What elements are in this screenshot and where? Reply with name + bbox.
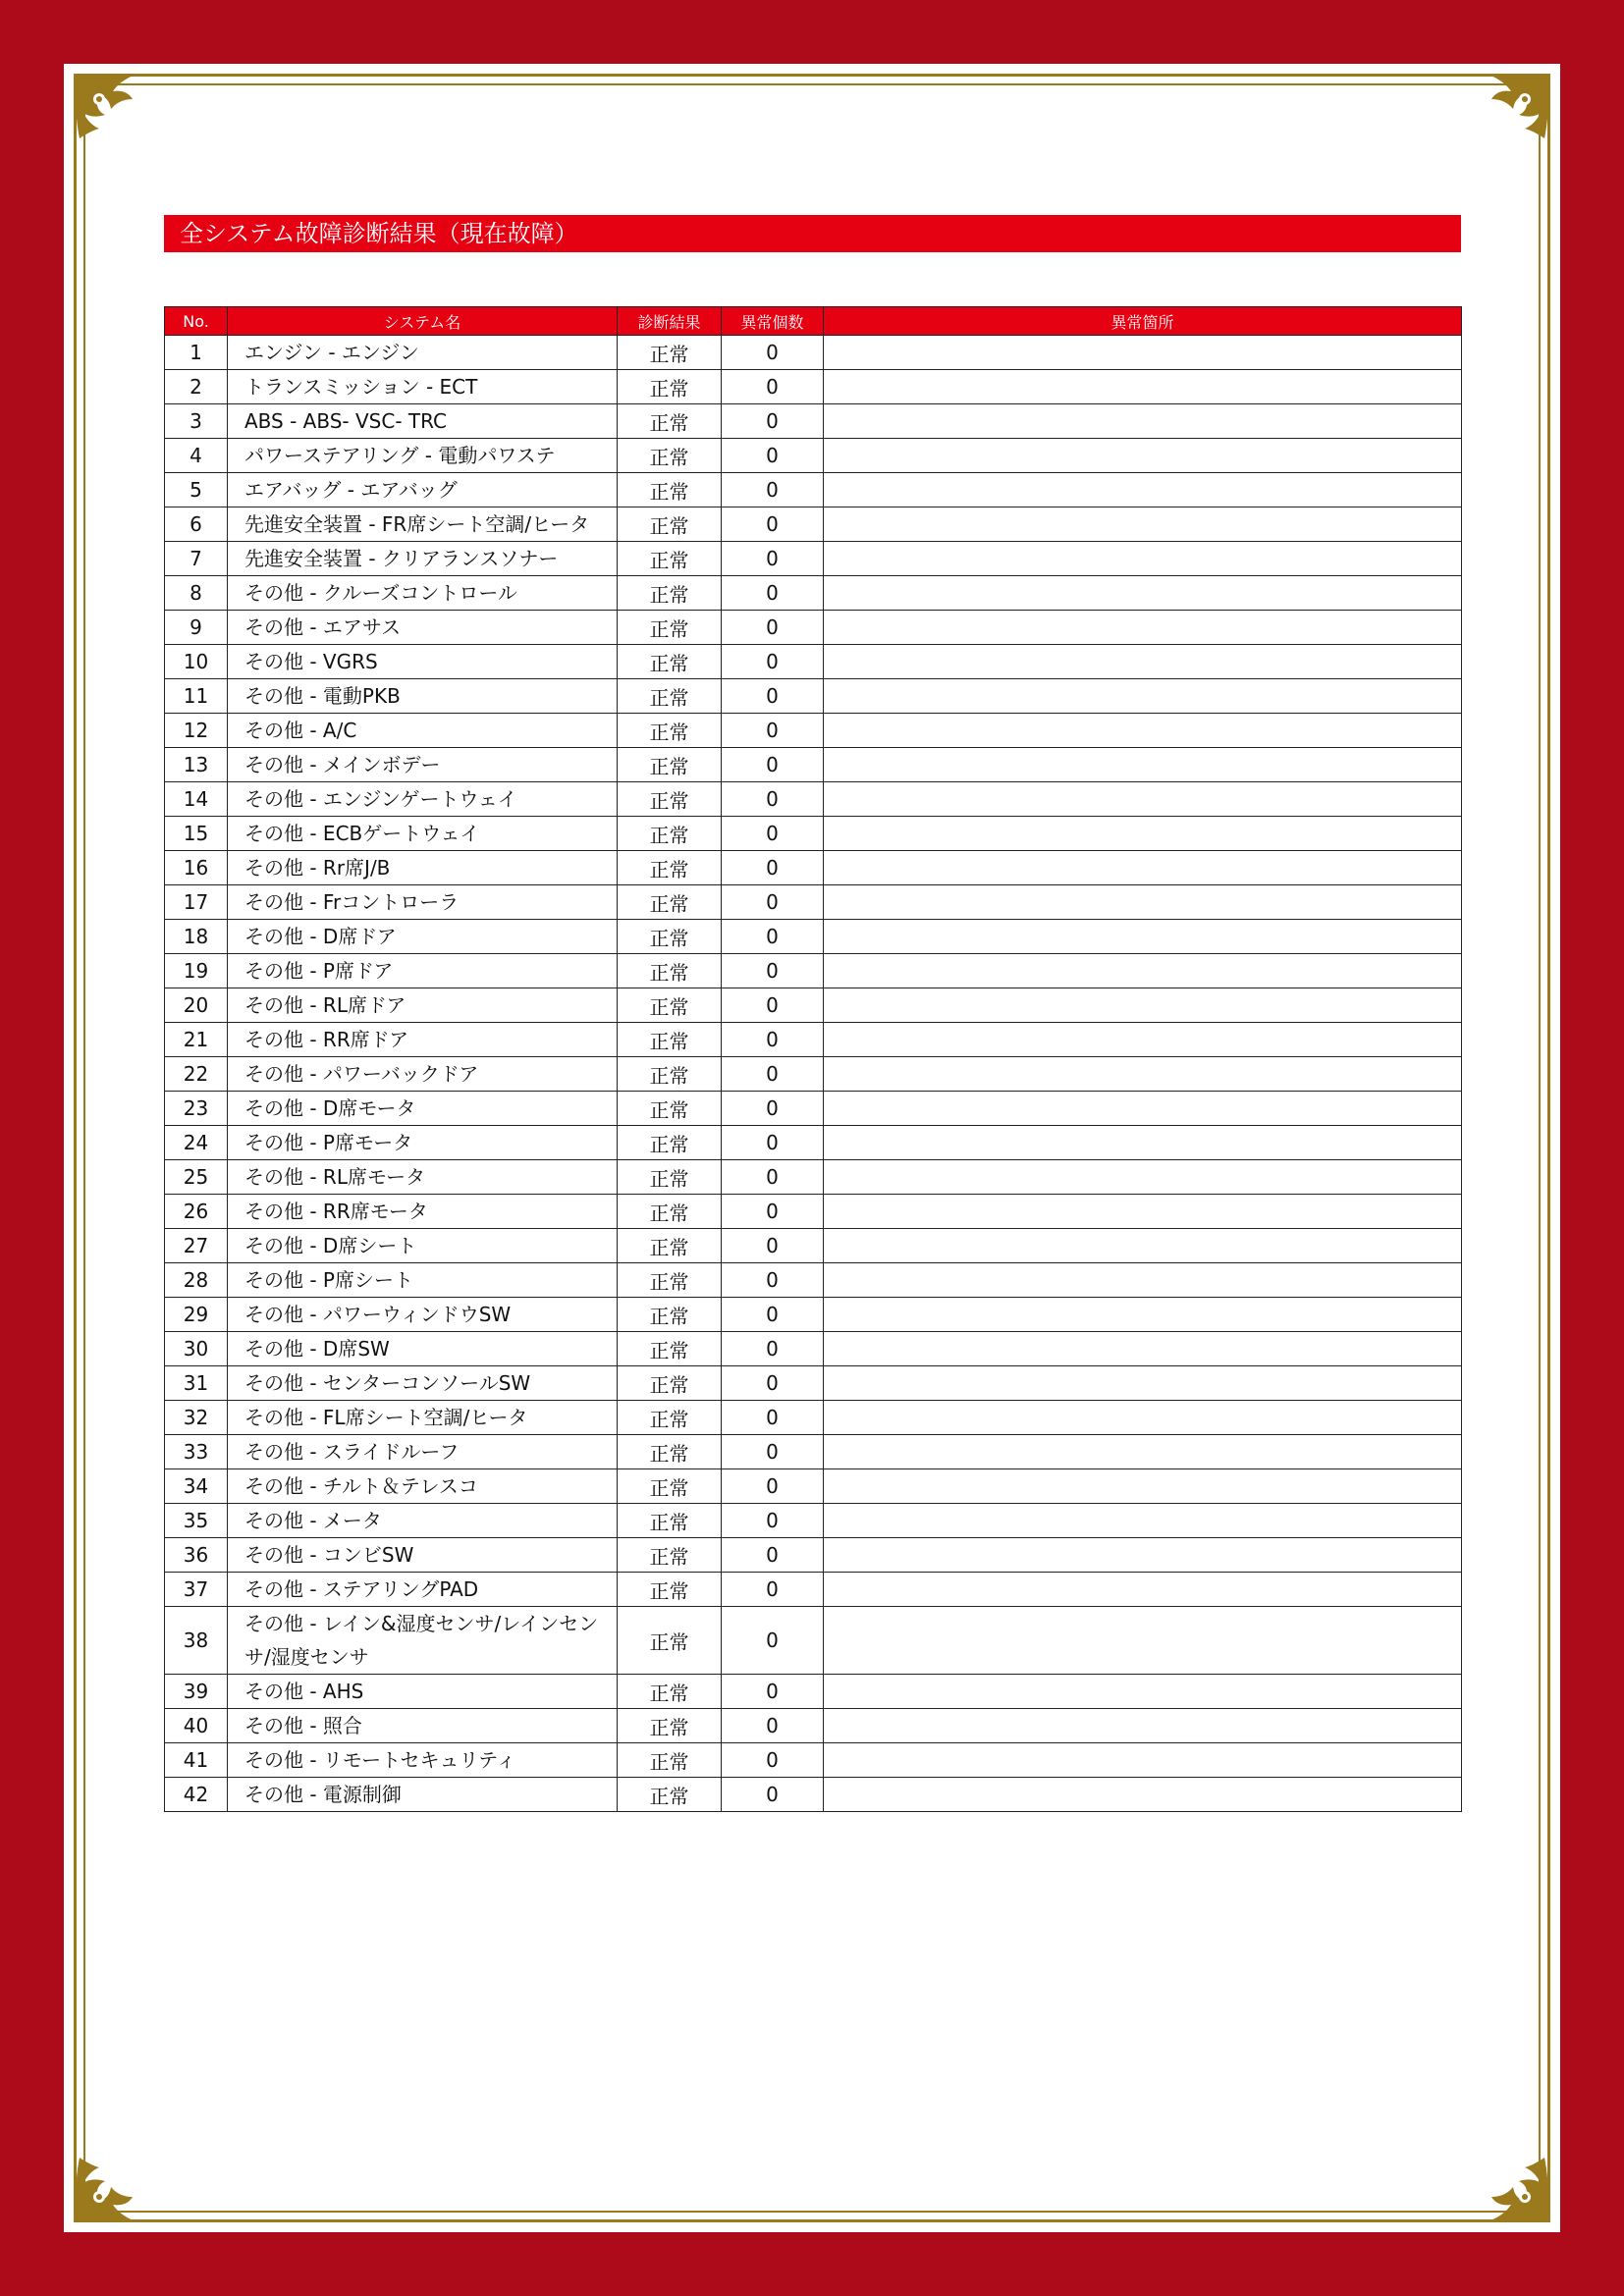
fault-location: [824, 920, 1462, 954]
row-number: 42: [165, 1778, 228, 1812]
fault-count: 0: [722, 782, 824, 817]
fault-location: [824, 370, 1462, 404]
row-number: 27: [165, 1229, 228, 1263]
fault-location: [824, 988, 1462, 1023]
fault-location: [824, 748, 1462, 782]
fault-location: [824, 542, 1462, 576]
row-number: 11: [165, 679, 228, 714]
corner-ornament-icon: [70, 2138, 158, 2226]
table-row: [165, 714, 1462, 748]
system-name: その他 - RR席モータ: [228, 1195, 618, 1229]
fault-location: [824, 885, 1462, 920]
diagnosis-result: 正常: [618, 439, 722, 473]
row-number: 24: [165, 1126, 228, 1160]
system-name: 先進安全装置 - FR席シート空調/ヒータ: [228, 507, 618, 542]
table-row: [165, 1023, 1462, 1057]
system-name: 先進安全装置 - クリアランスソナー: [228, 542, 618, 576]
diagnosis-table: [164, 306, 1462, 1812]
fault-location: [824, 1778, 1462, 1812]
table-header-row: [165, 307, 1462, 336]
table-row: [165, 1366, 1462, 1401]
system-name: その他 - 電源制御: [228, 1778, 618, 1812]
system-name: その他 - RL席モータ: [228, 1160, 618, 1195]
system-name: その他 - P席モータ: [228, 1126, 618, 1160]
fault-location: [824, 1126, 1462, 1160]
diagnosis-result: 正常: [618, 1057, 722, 1092]
fault-location: [824, 714, 1462, 748]
row-number: 36: [165, 1538, 228, 1573]
fault-count: 0: [722, 1023, 824, 1057]
fault-count: 0: [722, 1778, 824, 1812]
system-name: その他 - エンジンゲートウェイ: [228, 782, 618, 817]
fault-location: [824, 1057, 1462, 1092]
diagnosis-result: 正常: [618, 1675, 722, 1709]
table-row: [165, 817, 1462, 851]
fault-count: 0: [722, 885, 824, 920]
table-row: [165, 439, 1462, 473]
row-number: 23: [165, 1092, 228, 1126]
system-name: その他 - エアサス: [228, 611, 618, 645]
fault-location: [824, 1709, 1462, 1743]
diagnosis-result: 正常: [618, 1160, 722, 1195]
table-row: [165, 1504, 1462, 1538]
diagnosis-result: 正常: [618, 1126, 722, 1160]
fault-count: 0: [722, 1435, 824, 1469]
row-number: 40: [165, 1709, 228, 1743]
report-title: 全システム故障診断結果（現在故障）: [164, 215, 1461, 252]
system-name: エアバッグ - エアバッグ: [228, 473, 618, 507]
table-row: [165, 1263, 1462, 1298]
corner-ornament-icon: [1466, 2138, 1554, 2226]
table-row: [165, 1332, 1462, 1366]
diagnosis-result: 正常: [618, 679, 722, 714]
system-name: その他 - コンビSW: [228, 1538, 618, 1573]
table-row: [165, 679, 1462, 714]
fault-location: [824, 1332, 1462, 1366]
system-name: その他 - メータ: [228, 1504, 618, 1538]
fault-count: 0: [722, 1263, 824, 1298]
row-number: 33: [165, 1435, 228, 1469]
diagnosis-result: 正常: [618, 576, 722, 611]
diagnosis-result: 正常: [618, 1435, 722, 1469]
fault-count: 0: [722, 1160, 824, 1195]
fault-count: 0: [722, 1504, 824, 1538]
row-number: 9: [165, 611, 228, 645]
fault-count: 0: [722, 576, 824, 611]
fault-location: [824, 782, 1462, 817]
diagnosis-result: 正常: [618, 1573, 722, 1607]
system-name: その他 - RR席ドア: [228, 1023, 618, 1057]
row-number: 8: [165, 576, 228, 611]
row-number: 22: [165, 1057, 228, 1092]
fault-location: [824, 1366, 1462, 1401]
table-row: [165, 1469, 1462, 1504]
fault-count: 0: [722, 714, 824, 748]
table-row: [165, 1229, 1462, 1263]
fault-count: 0: [722, 542, 824, 576]
system-name: その他 - 照合: [228, 1709, 618, 1743]
row-number: 32: [165, 1401, 228, 1435]
system-name: その他 - A/C: [228, 714, 618, 748]
row-number: 37: [165, 1573, 228, 1607]
fault-location: [824, 1607, 1462, 1675]
row-number: 30: [165, 1332, 228, 1366]
diagnosis-result: 正常: [618, 370, 722, 404]
diagnosis-result: 正常: [618, 920, 722, 954]
fault-location: [824, 645, 1462, 679]
table-row: [165, 1778, 1462, 1812]
col-header-location: 異常箇所: [824, 307, 1462, 336]
fault-location: [824, 1160, 1462, 1195]
diagnosis-result: 正常: [618, 507, 722, 542]
corner-ornament-icon: [1466, 70, 1554, 158]
diagnosis-result: 正常: [618, 748, 722, 782]
table-row: [165, 1401, 1462, 1435]
system-name: その他 - RL席ドア: [228, 988, 618, 1023]
row-number: 25: [165, 1160, 228, 1195]
diagnosis-result: 正常: [618, 1469, 722, 1504]
table-row: [165, 748, 1462, 782]
fault-count: 0: [722, 1538, 824, 1573]
row-number: 35: [165, 1504, 228, 1538]
fault-location: [824, 473, 1462, 507]
diagnosis-result: 正常: [618, 1092, 722, 1126]
system-name: その他 - VGRS: [228, 645, 618, 679]
fault-count: 0: [722, 404, 824, 439]
system-name: その他 - P席シート: [228, 1263, 618, 1298]
table-row: [165, 885, 1462, 920]
system-name: その他 - D席シート: [228, 1229, 618, 1263]
fault-location: [824, 611, 1462, 645]
fault-location: [824, 1538, 1462, 1573]
table-row: [165, 1675, 1462, 1709]
table-row: [165, 1538, 1462, 1573]
fault-count: 0: [722, 920, 824, 954]
fault-count: 0: [722, 1675, 824, 1709]
system-name: その他 - P席ドア: [228, 954, 618, 988]
fault-location: [824, 336, 1462, 370]
diagnosis-result: 正常: [618, 1366, 722, 1401]
fault-location: [824, 1675, 1462, 1709]
diagnosis-result: 正常: [618, 954, 722, 988]
table-row: [165, 1057, 1462, 1092]
fault-location: [824, 507, 1462, 542]
diagnosis-result: 正常: [618, 851, 722, 885]
row-number: 29: [165, 1298, 228, 1332]
diagnosis-result: 正常: [618, 1298, 722, 1332]
fault-count: 0: [722, 439, 824, 473]
system-name: その他 - リモートセキュリティ: [228, 1743, 618, 1778]
row-number: 28: [165, 1263, 228, 1298]
diagnosis-result: 正常: [618, 1229, 722, 1263]
table-row: [165, 611, 1462, 645]
row-number: 19: [165, 954, 228, 988]
fault-count: 0: [722, 1332, 824, 1366]
system-name: その他 - D席SW: [228, 1332, 618, 1366]
system-name: その他 - パワーバックドア: [228, 1057, 618, 1092]
table-row: [165, 404, 1462, 439]
fault-count: 0: [722, 1298, 824, 1332]
fault-count: 0: [722, 1092, 824, 1126]
diagnosis-result: 正常: [618, 1743, 722, 1778]
fault-count: 0: [722, 1057, 824, 1092]
diagnosis-result: 正常: [618, 1607, 722, 1675]
fault-count: 0: [722, 370, 824, 404]
fault-location: [824, 576, 1462, 611]
system-name: その他 - チルト＆テレスコ: [228, 1469, 618, 1504]
fault-count: 0: [722, 988, 824, 1023]
table-row: [165, 576, 1462, 611]
table-row: [165, 370, 1462, 404]
system-name: その他 - D席モータ: [228, 1092, 618, 1126]
fault-location: [824, 1092, 1462, 1126]
diagnosis-result: 正常: [618, 1778, 722, 1812]
fault-location: [824, 439, 1462, 473]
table-row: [165, 507, 1462, 542]
fault-location: [824, 954, 1462, 988]
fault-location: [824, 1229, 1462, 1263]
table-row: [165, 542, 1462, 576]
row-number: 41: [165, 1743, 228, 1778]
table-row: [165, 782, 1462, 817]
fault-location: [824, 1435, 1462, 1469]
col-header-result: 診断結果: [618, 307, 722, 336]
fault-location: [824, 679, 1462, 714]
col-header-count: 異常個数: [722, 307, 824, 336]
fault-count: 0: [722, 1401, 824, 1435]
system-name: その他 - 電動PKB: [228, 679, 618, 714]
system-name: その他 - D席ドア: [228, 920, 618, 954]
row-number: 3: [165, 404, 228, 439]
fault-count: 0: [722, 1229, 824, 1263]
diagnosis-result: 正常: [618, 1538, 722, 1573]
row-number: 21: [165, 1023, 228, 1057]
system-name: その他 - ステアリングPAD: [228, 1573, 618, 1607]
row-number: 5: [165, 473, 228, 507]
table-row: [165, 336, 1462, 370]
row-number: 34: [165, 1469, 228, 1504]
fault-count: 0: [722, 1573, 824, 1607]
diagnosis-result: 正常: [618, 611, 722, 645]
fault-location: [824, 1023, 1462, 1057]
fault-location: [824, 1573, 1462, 1607]
fault-count: 0: [722, 645, 824, 679]
system-name: その他 - Rr席J/B: [228, 851, 618, 885]
fault-count: 0: [722, 1709, 824, 1743]
fault-count: 0: [722, 1607, 824, 1675]
row-number: 16: [165, 851, 228, 885]
fault-location: [824, 1401, 1462, 1435]
fault-location: [824, 1263, 1462, 1298]
diagnosis-result: 正常: [618, 885, 722, 920]
fault-count: 0: [722, 611, 824, 645]
fault-count: 0: [722, 1743, 824, 1778]
row-number: 14: [165, 782, 228, 817]
col-header-no: No.: [165, 307, 228, 336]
corner-ornament-icon: [70, 70, 158, 158]
row-number: 13: [165, 748, 228, 782]
diagnosis-result: 正常: [618, 1709, 722, 1743]
fault-count: 0: [722, 1366, 824, 1401]
fault-location: [824, 1298, 1462, 1332]
system-name: その他 - FL席シート空調/ヒータ: [228, 1401, 618, 1435]
row-number: 31: [165, 1366, 228, 1401]
system-name: その他 - Frコントローラ: [228, 885, 618, 920]
system-name: トランスミッション - ECT: [228, 370, 618, 404]
diagnosis-result: 正常: [618, 645, 722, 679]
table-row: [165, 954, 1462, 988]
diagnosis-result: 正常: [618, 1023, 722, 1057]
system-name: その他 - センターコンソールSW: [228, 1366, 618, 1401]
system-name: その他 - スライドルーフ: [228, 1435, 618, 1469]
row-number: 12: [165, 714, 228, 748]
system-name: その他 - AHS: [228, 1675, 618, 1709]
row-number: 38: [165, 1607, 228, 1675]
diagnosis-result: 正常: [618, 473, 722, 507]
row-number: 10: [165, 645, 228, 679]
system-name: その他 - ECBゲートウェイ: [228, 817, 618, 851]
diagnosis-result: 正常: [618, 782, 722, 817]
system-name: ABS - ABS- VSC- TRC: [228, 404, 618, 439]
fault-count: 0: [722, 748, 824, 782]
table-row: [165, 1160, 1462, 1195]
table-row: [165, 1195, 1462, 1229]
diagnosis-result: 正常: [618, 542, 722, 576]
fault-location: [824, 1743, 1462, 1778]
col-header-system: システム名: [228, 307, 618, 336]
table-row: [165, 473, 1462, 507]
fault-count: 0: [722, 336, 824, 370]
row-number: 18: [165, 920, 228, 954]
diagnosis-result: 正常: [618, 336, 722, 370]
table-row: [165, 645, 1462, 679]
diagnosis-result: 正常: [618, 714, 722, 748]
table-row: [165, 851, 1462, 885]
table-row: [165, 1573, 1462, 1607]
diagnosis-result: 正常: [618, 1401, 722, 1435]
fault-count: 0: [722, 954, 824, 988]
table-row: [165, 1709, 1462, 1743]
row-number: 26: [165, 1195, 228, 1229]
diagnosis-result: 正常: [618, 1263, 722, 1298]
diagnosis-result: 正常: [618, 988, 722, 1023]
table-row: [165, 1298, 1462, 1332]
fault-count: 0: [722, 679, 824, 714]
system-name: その他 - メインボデー: [228, 748, 618, 782]
fault-location: [824, 1504, 1462, 1538]
system-name: パワーステアリング - 電動パワステ: [228, 439, 618, 473]
fault-count: 0: [722, 507, 824, 542]
table-row: [165, 1435, 1462, 1469]
diagnosis-result: 正常: [618, 1195, 722, 1229]
table-body: [165, 336, 1462, 1812]
row-number: 20: [165, 988, 228, 1023]
system-name: その他 - パワーウィンドウSW: [228, 1298, 618, 1332]
fault-location: [824, 851, 1462, 885]
diagnosis-result: 正常: [618, 1332, 722, 1366]
fault-location: [824, 404, 1462, 439]
system-name: その他 - レイン&湿度センサ/レインセンサ/湿度センサ: [228, 1607, 618, 1675]
diagnosis-result: 正常: [618, 404, 722, 439]
table-row: [165, 1092, 1462, 1126]
row-number: 17: [165, 885, 228, 920]
fault-location: [824, 1469, 1462, 1504]
table-row: [165, 1607, 1462, 1675]
fault-count: 0: [722, 1195, 824, 1229]
row-number: 39: [165, 1675, 228, 1709]
diagnosis-result: 正常: [618, 1504, 722, 1538]
system-name: その他 - クルーズコントロール: [228, 576, 618, 611]
row-number: 6: [165, 507, 228, 542]
row-number: 1: [165, 336, 228, 370]
fault-count: 0: [722, 473, 824, 507]
table-row: [165, 920, 1462, 954]
row-number: 7: [165, 542, 228, 576]
row-number: 2: [165, 370, 228, 404]
table-row: [165, 988, 1462, 1023]
table-row: [165, 1743, 1462, 1778]
fault-count: 0: [722, 1126, 824, 1160]
fault-location: [824, 817, 1462, 851]
system-name: エンジン - エンジン: [228, 336, 618, 370]
row-number: 4: [165, 439, 228, 473]
fault-count: 0: [722, 1469, 824, 1504]
fault-count: 0: [722, 851, 824, 885]
row-number: 15: [165, 817, 228, 851]
diagnosis-result: 正常: [618, 817, 722, 851]
fault-location: [824, 1195, 1462, 1229]
table-row: [165, 1126, 1462, 1160]
fault-count: 0: [722, 817, 824, 851]
